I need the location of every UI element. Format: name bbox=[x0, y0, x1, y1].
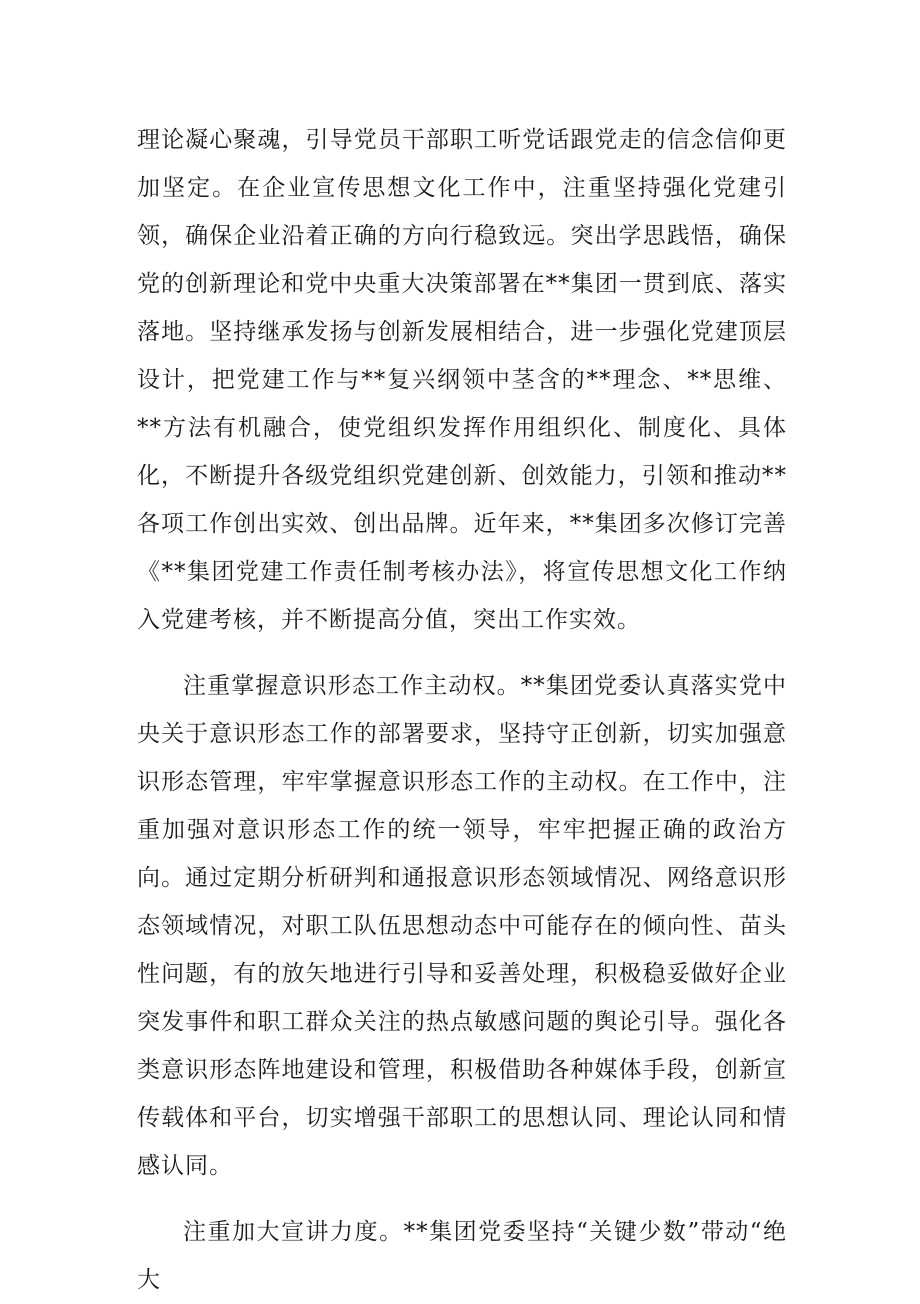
document-body bbox=[137, 116, 787, 1304]
paragraph-2: 注重掌握意识形态工作主动权。**集团党委认真落实党中央关于意识形态工作的部署要求，坚持守正创新，切实加强意识形态管理，牢牢掌握意识形态工作的主动权。在工作中，注重加强对意识形态工作的统一领导，牢牢把握正确的政治方向。通过定期分析研判和通报意识形态领域情况、网络意识形态领域情况，对职工队伍思想动态中可能存在的倾向性、苗头性问题，有的放矢地进行引导和妥善处理，积极稳妥做好企业突发事件和职工群众关注的热点敏感问题的舆论引导。强化各类意识形态阵地建设和管理，积极借助各种媒体手段，创新宣传载体和平台，切实增强干部职工的思想认同、理论认同和情感认同。 bbox=[137, 673, 787, 1179]
paragraph-1: 理论凝心聚魂，引导党员干部职工听党话跟党走的信念信仰更加坚定。在企业宣传思想文化工作中，注重坚持强化党建引领，确保企业沿着正确的方向行稳致远。突出学思践悟，确保党的创新理论和党中央重大决策部署在**集团一贯到底、落实落地。坚持继承发扬与创新发展相结合，进一步强化党建顶层设计，把党建工作与**复兴纲领中茎含的**理念、**思维、**方法有机融合，使党组织发挥作用组织化、制度化、具体化，不断提升各级党组织党建创新、创效能力，引领和推动**各项工作创出实效、创出品牌。近年来，**集团多次修订完善《**集团党建工作责任制考核办法》，将宣传思想文化工作纳入党建考核，并不断提高分值，突出工作实效。 bbox=[137, 127, 787, 633]
paragraph-3: 注重加大宣讲力度。**集团党委坚持“关键少数”带动“绝大 bbox=[137, 1219, 787, 1293]
